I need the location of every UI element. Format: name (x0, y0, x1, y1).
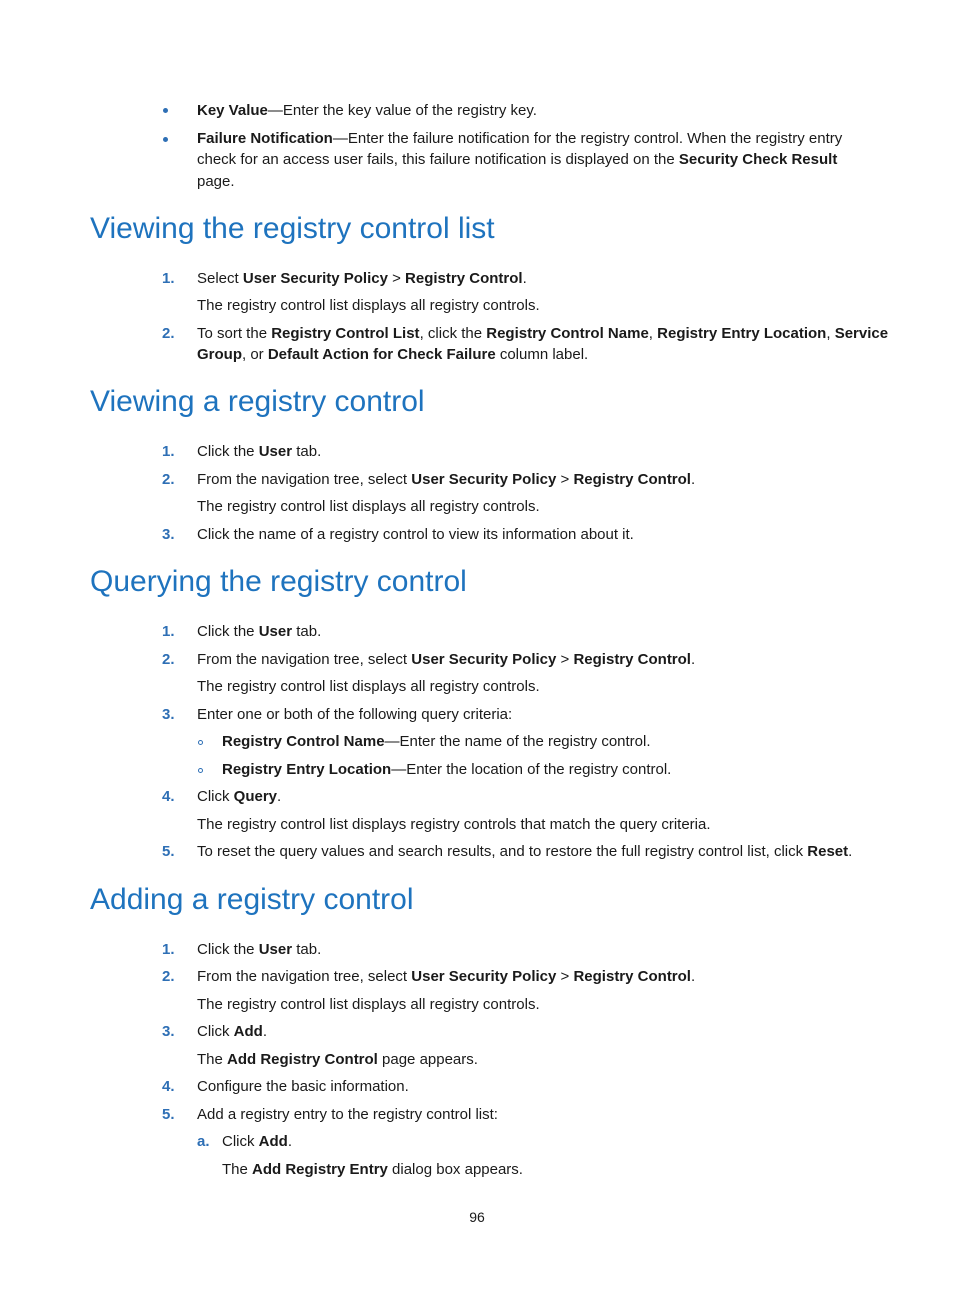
step-number: 5. (162, 843, 175, 860)
step-text: Click the User tab. (197, 443, 322, 460)
step-text: Click the User tab. (197, 941, 322, 958)
step-text: From the navigation tree, select User Security Policy > Registry Control. (197, 968, 696, 985)
step-number: 3. (162, 526, 175, 543)
step-note: The registry control list displays all registry controls. (197, 678, 540, 695)
step-text: Select User Security Policy > Registry Control. (197, 270, 527, 287)
step-number: 1. (162, 443, 175, 460)
sub-step-text: Click Add. (222, 1133, 293, 1150)
bullet-failure-notification: Failure Notification—Enter the failure notification for the registry control. When the registry entry (197, 130, 843, 147)
step-number: 4. (162, 1078, 175, 1095)
step-text: From the navigation tree, select User Security Policy > Registry Control. (197, 651, 696, 668)
step-text: Click Add. (197, 1023, 268, 1040)
bullet-failure-notification-line3: page. (197, 173, 235, 190)
step-note: The registry control list displays all registry controls. (197, 297, 540, 314)
step-number: 1. (162, 941, 175, 958)
step-number: 3. (162, 1023, 175, 1040)
sub-item: Registry Control Name—Enter the name of the registry control. (222, 733, 651, 750)
section-heading: Viewing the registry control list (90, 212, 495, 245)
sub-bullet-icon (198, 740, 203, 745)
sub-step-letter: a. (197, 1133, 210, 1150)
bullet-key-value: Key Value—Enter the key value of the registry key. (197, 102, 537, 119)
step-number: 2. (162, 968, 175, 985)
step-text: Enter one or both of the following query criteria: (197, 706, 513, 723)
step-number: 2. (162, 325, 175, 342)
step-note: The registry control list displays all registry controls. (197, 996, 540, 1013)
step-text: To sort the Registry Control List, click the Registry Control Name, Registry Entry Location, Service (197, 325, 889, 342)
sub-step-note: The Add Registry Entry dialog box appears. (222, 1161, 523, 1178)
bullet-icon (163, 108, 168, 113)
step-text: To reset the query values and search results, and to restore the full registry control list, click Reset. (197, 843, 853, 860)
bullet-failure-notification-line2: check for an access user fails, this failure notification is displayed on the Security Check Result (197, 151, 838, 168)
step-text: From the navigation tree, select User Security Policy > Registry Control. (197, 471, 696, 488)
step-note: The registry control list displays registry controls that match the query criteria. (197, 816, 711, 833)
section-heading: Querying the registry control (90, 565, 467, 598)
step-number: 4. (162, 788, 175, 805)
sub-bullet-icon (198, 768, 203, 773)
step-number: 1. (162, 270, 175, 287)
step-text: Add a registry entry to the registry control list: (197, 1106, 498, 1123)
step-text: Click Query. (197, 788, 282, 805)
section-heading: Adding a registry control (90, 883, 414, 916)
bullet-icon (163, 137, 168, 142)
step-text: Configure the basic information. (197, 1078, 409, 1095)
step-number: 5. (162, 1106, 175, 1123)
step-note: The Add Registry Control page appears. (197, 1051, 478, 1068)
step-text: Click the name of a registry control to view its information about it. (197, 526, 634, 543)
step-number: 3. (162, 706, 175, 723)
step-number: 2. (162, 471, 175, 488)
sub-item: Registry Entry Location—Enter the location of the registry control. (222, 761, 672, 778)
step-text-line2: Group, or Default Action for Check Failure column label. (197, 346, 589, 363)
step-number: 2. (162, 651, 175, 668)
page-number: 96 (469, 1209, 485, 1225)
step-note: The registry control list displays all registry controls. (197, 498, 540, 515)
step-number: 1. (162, 623, 175, 640)
step-text: Click the User tab. (197, 623, 322, 640)
section-heading: Viewing a registry control (90, 385, 425, 418)
